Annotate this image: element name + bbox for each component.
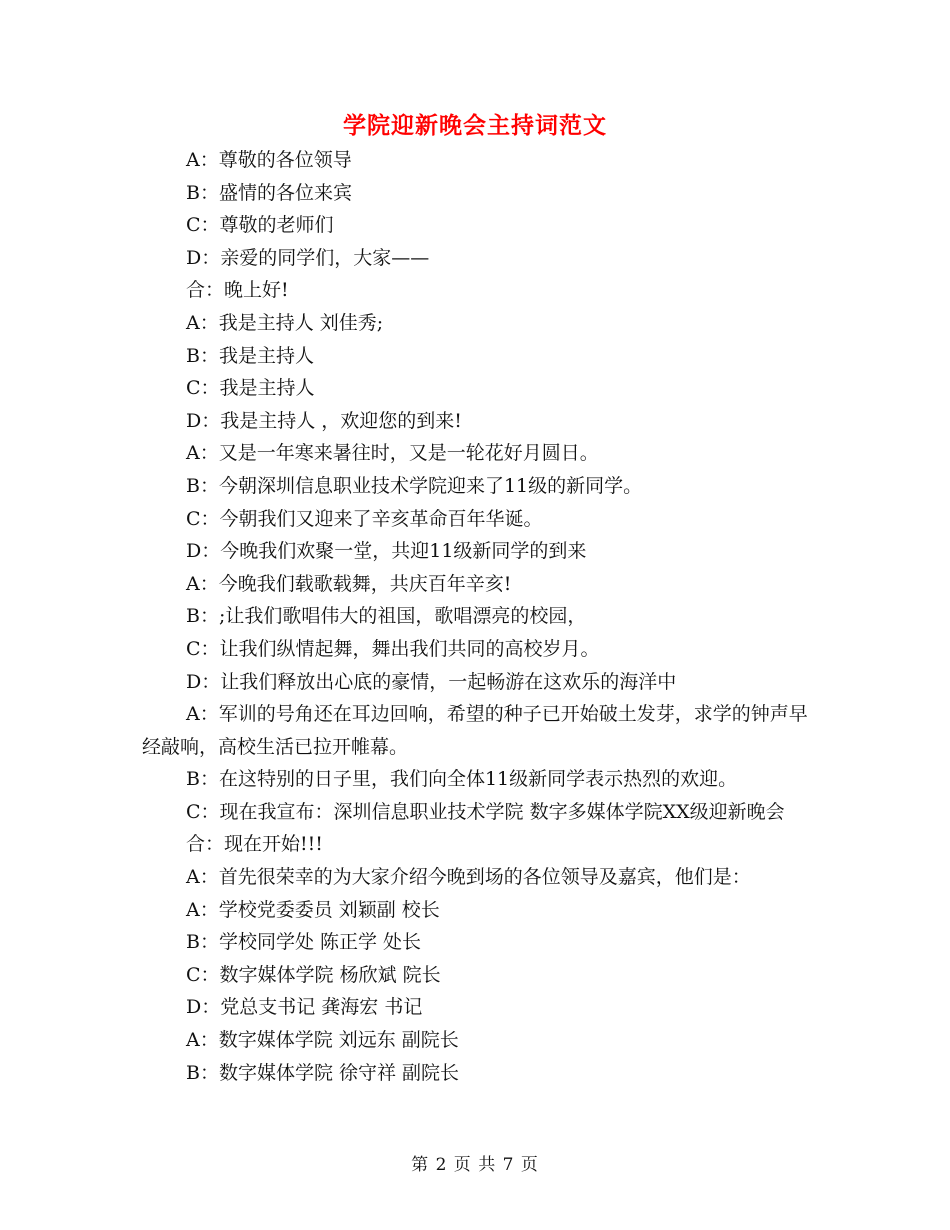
paragraph: C：数字媒体学院 杨欣斌 院长 [186,963,441,986]
paragraph: B：;让我们歌唱伟大的祖国，歌唱漂亮的校园， [186,605,587,628]
paragraph: D：让我们释放出心底的豪情，一起畅游在这欢乐的海洋中 [186,670,677,693]
paragraph: D：党总支书记 龚海宏 书记 [186,996,423,1019]
paragraph: A：学校党委委员 刘颖副 校长 [186,898,440,921]
document-body [142,144,814,1089]
page-number-footer: 第 2 页 共 7 页 [411,1155,539,1175]
paragraph: B：盛情的各位来宾 [186,181,352,204]
paragraph: C：我是主持人 [186,377,315,400]
paragraph: A：数字媒体学院 刘远东 副院长 [186,1029,459,1052]
paragraph: A：尊敬的各位领导 [186,149,352,171]
paragraph: D：我是主持人 ，欢迎您的到来! [186,409,462,432]
paragraph: B：今朝深圳信息职业技术学院迎来了11级的新同学。 [186,474,643,497]
paragraph: B：学校同学处 陈正学 处长 [186,931,422,954]
paragraph: C：尊敬的老师们 [186,214,334,237]
paragraph: C：今朝我们又迎来了辛亥革命百年华诞。 [186,507,543,530]
paragraph: C：现在我宣布：深圳信息职业技术学院 数字多媒体学院XX级迎新晚会 [186,800,785,823]
paragraph: A：又是一年寒来暑往时，又是一轮花好月圆日。 [186,442,599,465]
paragraph: D：今晚我们欢聚一堂，共迎11级新同学的到来 [186,540,587,563]
paragraph: 合：现在开始!!! [186,833,323,856]
paragraph: A：我是主持人 刘佳秀; [186,311,384,334]
paragraph: A：军训的号角还在耳边回响，希望的种子已开始破土发芽，求学的钟声早经敲响，高校生活已拉开帷幕。 [142,703,808,758]
paragraph: B：数字媒体学院 徐守祥 副院长 [186,1061,460,1084]
paragraph: 合：晚上好! [186,279,289,302]
paragraph: C：让我们纵情起舞，舞出我们共同的高校岁月。 [186,637,600,660]
paragraph: B：我是主持人 [186,344,314,367]
paragraph: B：在这特别的日子里，我们向全体11级新同学表示热烈的欢迎。 [186,768,738,791]
paragraph: A：首先很荣幸的为大家介绍今晚到场的各位领导及嘉宾，他们是： [186,866,751,889]
paragraph: A：今晚我们载歌载舞，共庆百年辛亥! [186,572,512,595]
document-title: 学院迎新晚会主持词范文 [343,112,607,139]
paragraph: D：亲爱的同学们，大家—— [186,246,430,269]
